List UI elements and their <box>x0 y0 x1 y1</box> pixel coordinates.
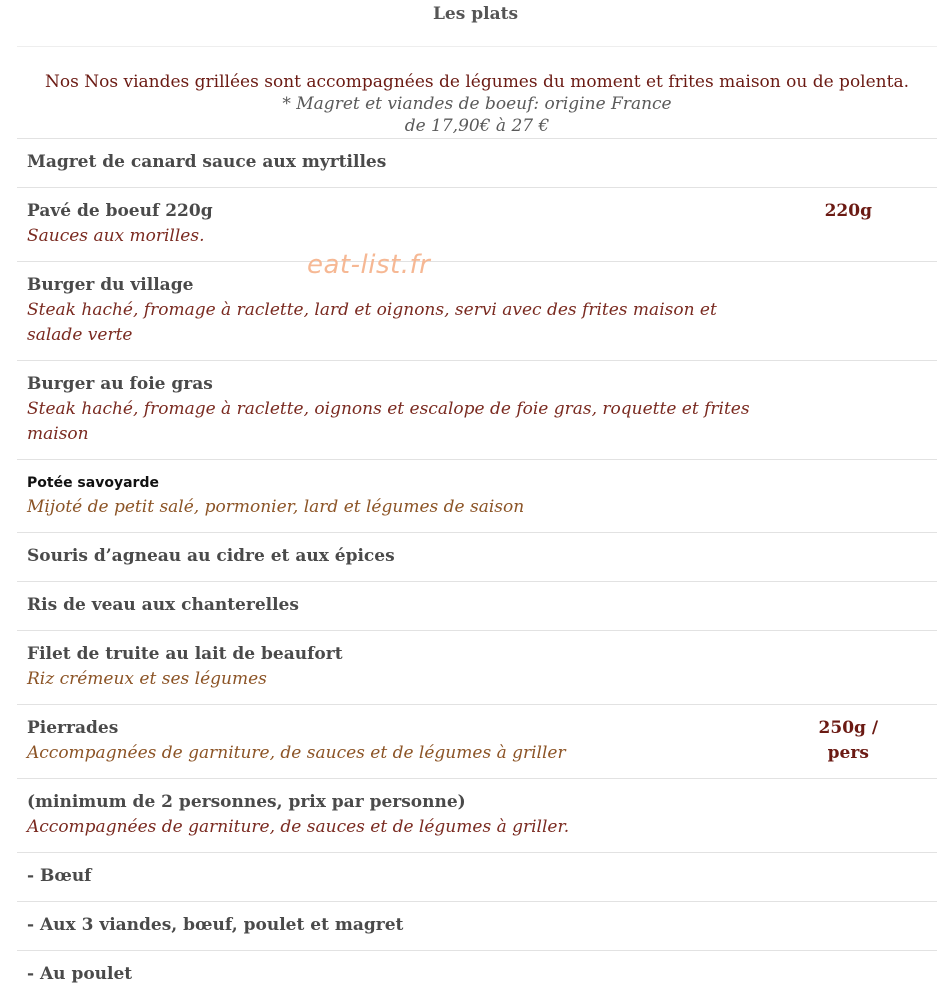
dish-description: Accompagnées de garniture, de sauces et de légumes à griller. <box>27 815 750 840</box>
intro-accompaniment-text: Nos Nos viandes grillées sont accompagnées de légumes du moment et frites maison ou de polenta. <box>17 71 937 93</box>
intro-block <box>17 71 937 137</box>
menu-row <box>17 460 937 533</box>
price-cell <box>760 533 937 582</box>
menu-item-cell <box>17 361 760 460</box>
menu-item-cell <box>17 902 760 951</box>
dish-name: Burger du village <box>27 273 750 298</box>
dish-name: - Aux 3 viandes, bœuf, poulet et magret <box>27 913 750 938</box>
menu-item-cell <box>17 533 760 582</box>
menu-item-cell <box>17 705 760 779</box>
menu-row <box>17 853 937 902</box>
dish-name: Filet de truite au lait de beaufort <box>27 642 750 667</box>
section-title: Les plats <box>0 2 951 26</box>
dish-name: Souris d’agneau au cidre et aux épices <box>27 544 750 569</box>
dish-description: Steak haché, fromage à raclette, lard et oignons, servi avec des frites maison et salade verte <box>27 298 750 348</box>
dish-name: Pavé de boeuf 220g <box>27 199 750 224</box>
price-cell <box>760 951 937 999</box>
dish-description: Mijoté de petit salé, pormonier, lard et légumes de saison <box>27 495 750 520</box>
dish-name: (minimum de 2 personnes, prix par personne) <box>27 790 750 815</box>
menu-item-cell <box>17 262 760 361</box>
dish-description: Steak haché, fromage à raclette, oignons et escalope de foie gras, roquette et frites maison <box>27 397 750 447</box>
price-cell <box>760 853 937 902</box>
dish-price: 250g / pers <box>813 716 883 766</box>
price-cell <box>760 779 937 853</box>
menu-item-cell <box>17 853 760 902</box>
watermark-logo: eat-list.fr <box>307 250 430 280</box>
menu-item-cell <box>17 582 760 631</box>
menu-table <box>17 138 937 999</box>
menu-row <box>17 902 937 951</box>
price-cell <box>760 582 937 631</box>
menu-item-cell <box>17 460 760 533</box>
price-cell <box>760 631 937 705</box>
price-cell <box>760 262 937 361</box>
dish-name: Pierrades <box>27 716 750 741</box>
price-cell <box>760 188 937 262</box>
dish-name: - Bœuf <box>27 864 750 889</box>
menu-row <box>17 262 937 361</box>
menu-row <box>17 779 937 853</box>
title-divider <box>17 46 937 47</box>
menu-row <box>17 188 937 262</box>
price-cell <box>760 705 937 779</box>
menu-row <box>17 533 937 582</box>
dish-description: Riz crémeux et ses légumes <box>27 667 750 692</box>
menu-item-cell <box>17 631 760 705</box>
dish-name: Ris de veau aux chanterelles <box>27 593 750 618</box>
price-cell <box>760 361 937 460</box>
menu-row <box>17 361 937 460</box>
dish-name: Burger au foie gras <box>27 372 750 397</box>
dish-description: Accompagnées de garniture, de sauces et de légumes à griller <box>27 741 750 766</box>
intro-origin-note: * Magret et viandes de boeuf: origine France <box>17 93 937 115</box>
dish-name: Potée savoyarde <box>27 471 750 495</box>
menu-item-cell <box>17 951 760 999</box>
menu-row <box>17 582 937 631</box>
menu-row <box>17 705 937 779</box>
menu-item-cell <box>17 139 760 188</box>
dish-description: Sauces aux morilles. <box>27 224 750 249</box>
menu-row <box>17 631 937 705</box>
price-cell <box>760 460 937 533</box>
price-cell <box>760 139 937 188</box>
dish-name: - Au poulet <box>27 962 750 987</box>
menu-item-cell <box>17 779 760 853</box>
price-cell <box>760 902 937 951</box>
menu-item-cell <box>17 188 760 262</box>
menu-row <box>17 951 937 999</box>
intro-price-range: de 17,90€ à 27 € <box>17 115 937 137</box>
dish-price: 220g <box>770 199 927 224</box>
menu-row <box>17 139 937 188</box>
dish-name: Magret de canard sauce aux myrtilles <box>27 150 750 175</box>
